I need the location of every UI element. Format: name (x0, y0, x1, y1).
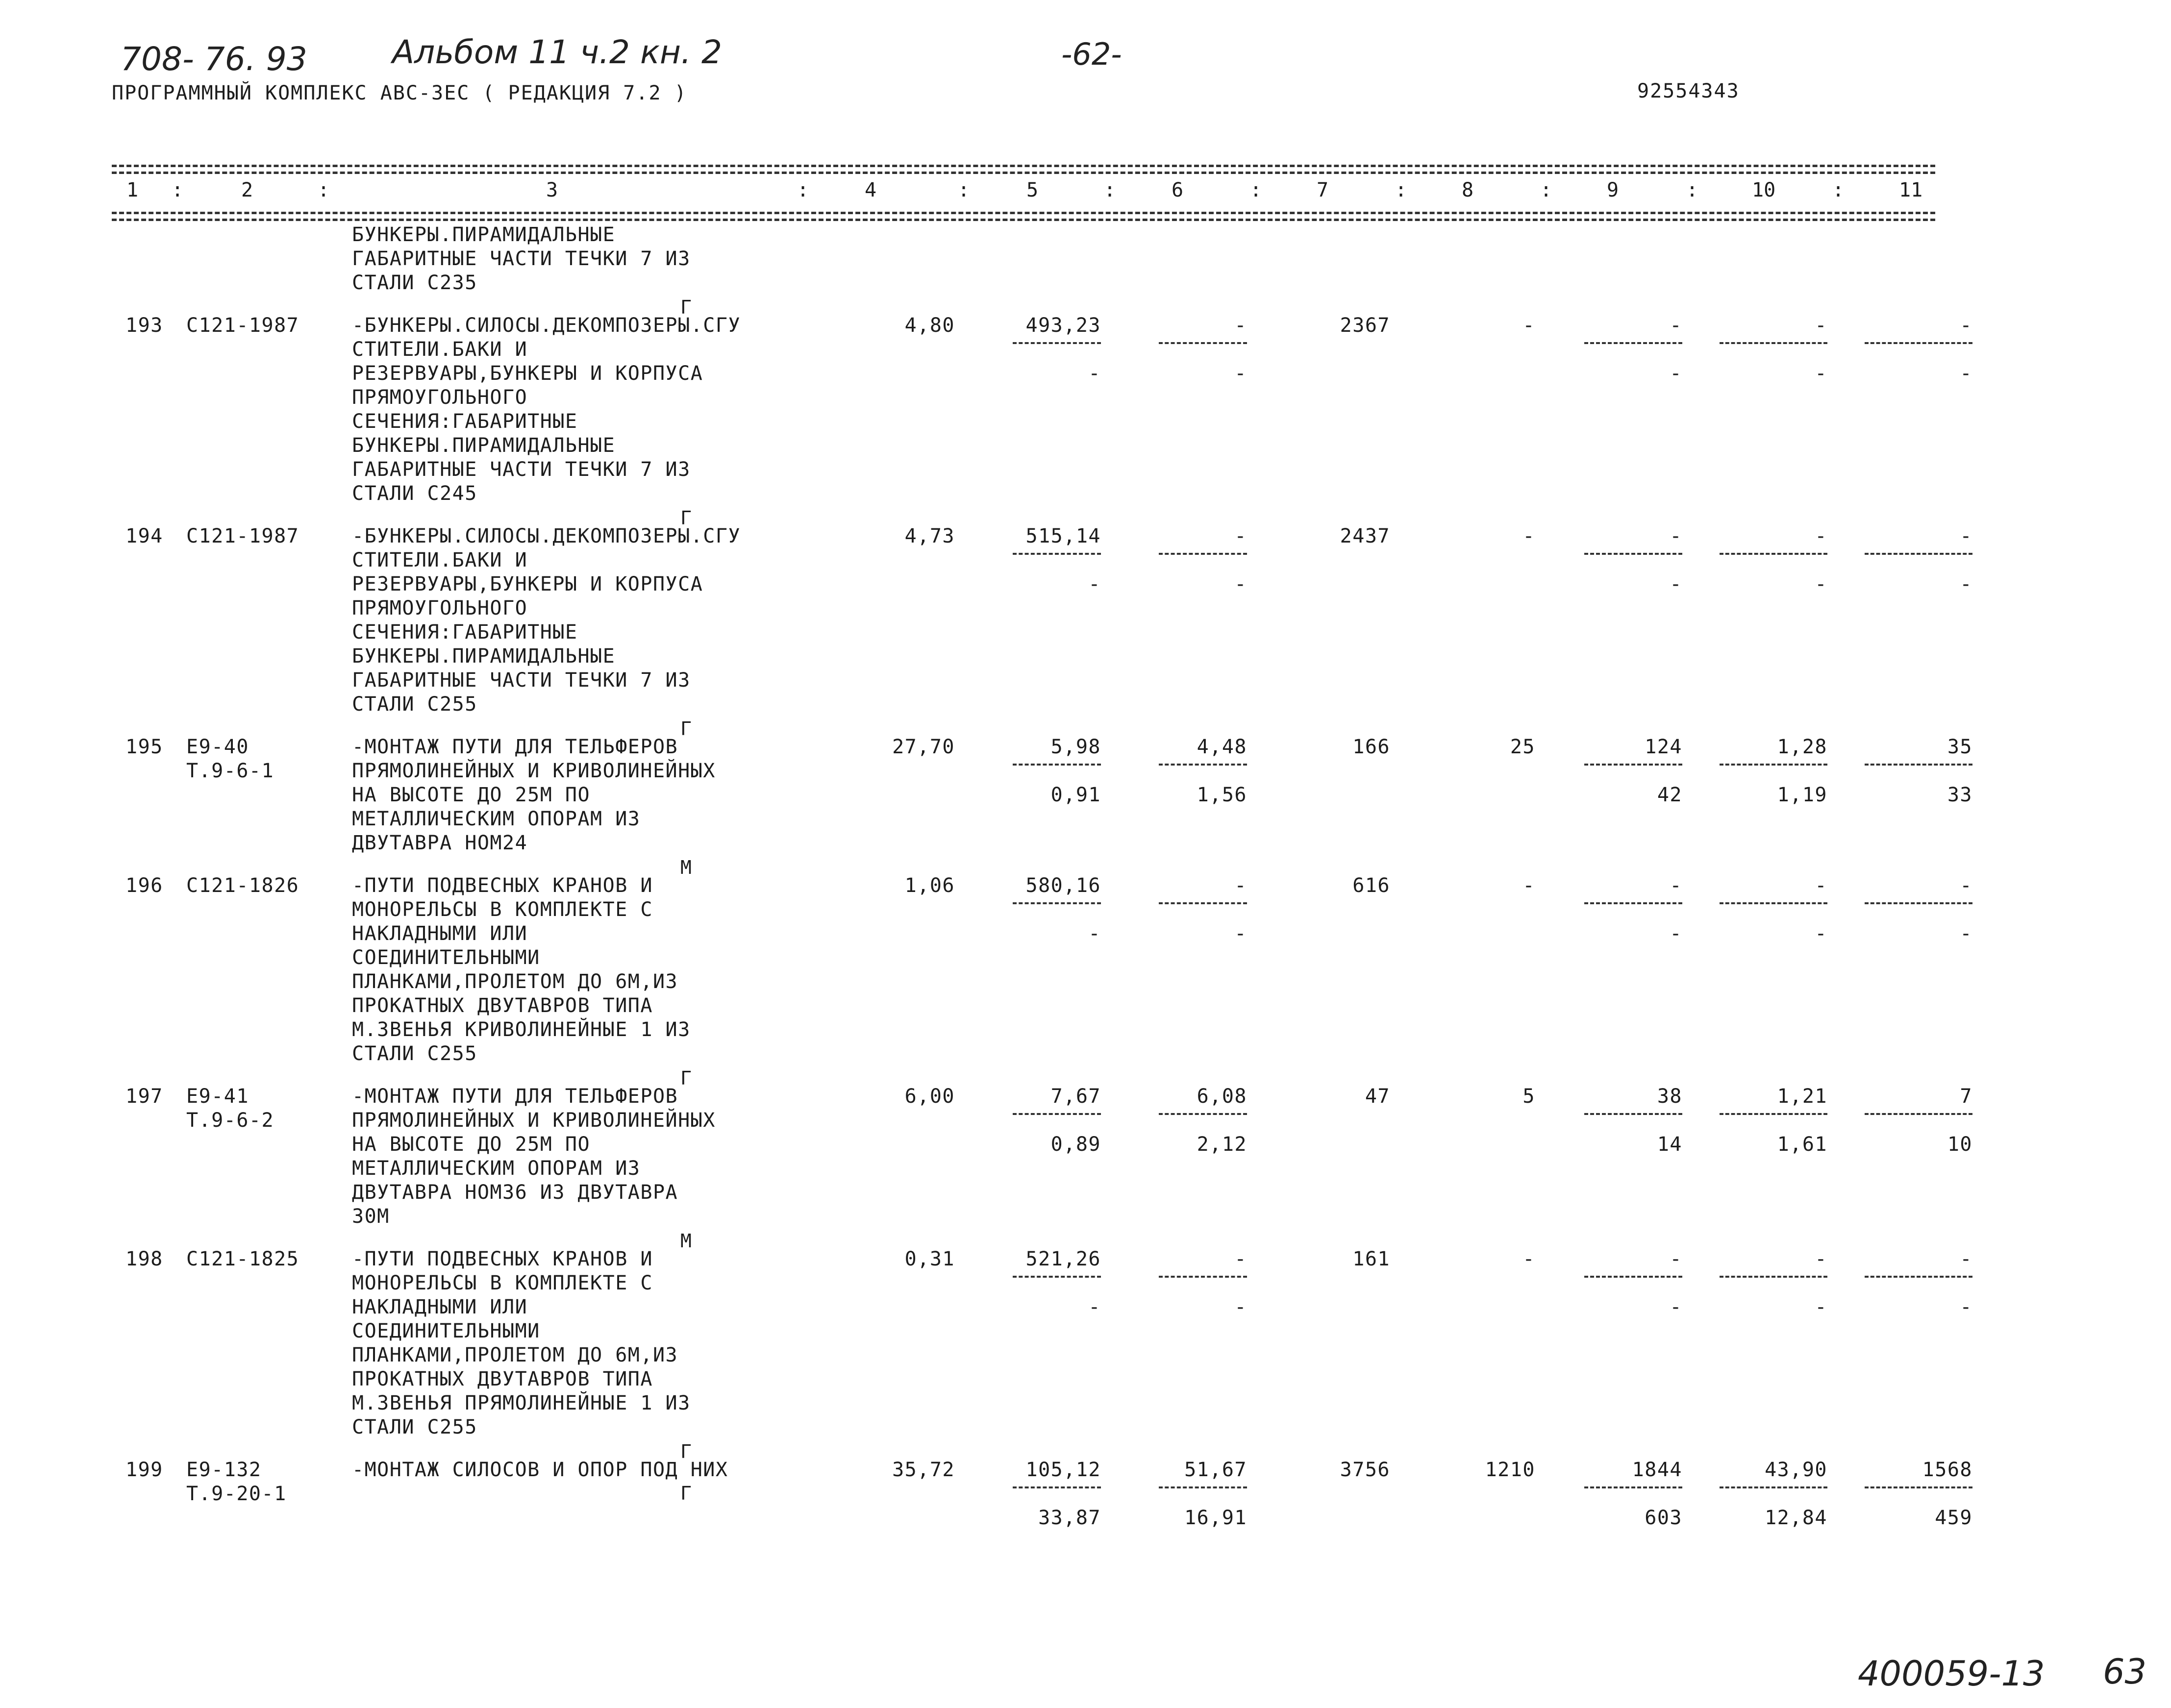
row-code: С121-1987 (186, 525, 299, 547)
row-marker: Г (680, 1441, 692, 1462)
fraction-line-col6 (1159, 902, 1247, 904)
cell-col10: - (1815, 314, 1827, 337)
column-header-7: 7 (1317, 179, 1329, 201)
column-header-2: 2 (241, 179, 253, 201)
table-top-rule-2 (112, 172, 1935, 174)
cell-col10-lower: 1,19 (1777, 784, 1827, 806)
page-marker: -62- (1061, 36, 1122, 72)
row-number: 193 (125, 314, 163, 337)
row-description-line: ГАБАРИТНЫЕ ЧАСТИ ТЕЧКИ 7 ИЗ (352, 669, 691, 692)
row-marker: Г (680, 297, 692, 318)
row-code: Е9-41 (186, 1085, 249, 1108)
fraction-line-col6 (1159, 1113, 1247, 1115)
row-marker: Г (680, 1483, 692, 1504)
cell-col5: 493,23 (1025, 314, 1101, 337)
fraction-line-col9 (1584, 342, 1682, 344)
fraction-line-col9 (1584, 553, 1682, 555)
column-header-5: 5 (1026, 179, 1039, 201)
cell-col9-lower: - (1670, 573, 1682, 595)
cell-col9: - (1670, 314, 1682, 337)
row-description-line: М.ЗВЕНЬЯ ПРЯМОЛИНЕЙНЫЕ 1 ИЗ (352, 1392, 691, 1414)
cell-col11-lower: 10 (1947, 1133, 1972, 1156)
row-description-line: ПЛАНКАМИ,ПРОЛЕТОМ ДО 6М,ИЗ (352, 1344, 678, 1366)
cell-col5: 7,67 (1050, 1085, 1101, 1108)
cell-col9: 124 (1645, 736, 1682, 758)
cell-col10-lower: - (1815, 922, 1827, 945)
cell-col5-lower: - (1088, 922, 1101, 945)
row-description-line: ПРОКАТНЫХ ДВУТАВРОВ ТИПА (352, 994, 653, 1017)
row-description-line: НАКЛАДНЫМИ ИЛИ (352, 1296, 528, 1318)
cell-col7: 166 (1352, 736, 1390, 758)
fraction-line-col6 (1159, 1486, 1247, 1488)
column-separator: : (1686, 179, 1698, 201)
row-code: Е9-40 (186, 736, 249, 758)
fraction-line-col5 (1013, 553, 1101, 555)
row-code: Е9-132 (186, 1459, 262, 1481)
row-code: С121-1825 (186, 1248, 299, 1270)
cell-col8: 5 (1522, 1085, 1535, 1108)
row-description-line: ПРОКАТНЫХ ДВУТАВРОВ ТИПА (352, 1368, 653, 1390)
cell-col5-lower: - (1088, 362, 1101, 385)
column-header-1: 1 (126, 179, 139, 201)
row-description-line: -ПУТИ ПОДВЕСНЫХ КРАНОВ И (352, 874, 653, 897)
row-description-line: БУНКЕРЫ.ПИРАМИДАЛЬНЫЕ (352, 645, 616, 668)
description-line: БУНКЕРЫ.ПИРАМИДАЛЬНЫЕ (352, 223, 616, 246)
row-description-line: -МОНТАЖ ПУТИ ДЛЯ ТЕЛЬФЕРОВ (352, 736, 678, 758)
column-separator: : (1250, 179, 1262, 201)
cell-col4: 4,80 (904, 314, 955, 337)
cell-col8: - (1522, 314, 1535, 337)
cell-col7: 2437 (1340, 525, 1390, 547)
column-header-11: 11 (1899, 179, 1923, 201)
row-marker: М (680, 1230, 692, 1252)
description-line: СТАЛИ С235 (352, 272, 477, 294)
fraction-line-col6 (1159, 1276, 1247, 1278)
cell-col7: 2367 (1340, 314, 1390, 337)
row-description-line: МЕТАЛЛИЧЕСКИМ ОПОРАМ ИЗ (352, 1157, 641, 1180)
column-header-6: 6 (1172, 179, 1184, 201)
fraction-line-col10 (1720, 1276, 1827, 1278)
cell-col4: 1,06 (904, 874, 955, 897)
cell-col9: 38 (1657, 1085, 1682, 1108)
row-marker: Г (680, 507, 692, 529)
cell-col10: - (1815, 1248, 1827, 1270)
row-number: 194 (125, 525, 163, 547)
row-number: 199 (125, 1459, 163, 1481)
fraction-line-col5 (1013, 1113, 1101, 1115)
row-description-line: -ПУТИ ПОДВЕСНЫХ КРАНОВ И (352, 1248, 653, 1270)
cell-col7: 47 (1365, 1085, 1390, 1108)
row-code: Т.9-6-2 (186, 1109, 274, 1132)
cell-col9-lower: - (1670, 922, 1682, 945)
row-number: 198 (125, 1248, 163, 1270)
cell-col7: 616 (1352, 874, 1390, 897)
fraction-line-col11 (1865, 764, 1972, 766)
cell-col6: 4,48 (1197, 736, 1247, 758)
cell-col6-lower: 2,12 (1197, 1133, 1247, 1156)
cell-col5: 105,12 (1025, 1459, 1101, 1481)
fraction-line-col10 (1720, 553, 1827, 555)
fraction-line-col5 (1013, 902, 1101, 904)
fraction-line-col5 (1013, 1486, 1101, 1488)
cell-col6-lower: 16,91 (1184, 1507, 1247, 1529)
cell-col7: 3756 (1340, 1459, 1390, 1481)
row-description-line: БУНКЕРЫ.ПИРАМИДАЛЬНЫЕ (352, 434, 616, 457)
fraction-line-col10 (1720, 764, 1827, 766)
row-description-line: СТАЛИ С245 (352, 482, 477, 505)
table-header-bottom-rule-2 (112, 219, 1935, 221)
column-header-8: 8 (1462, 179, 1474, 201)
fraction-line-col6 (1159, 764, 1247, 766)
column-separator: : (1540, 179, 1552, 201)
column-separator: : (1104, 179, 1116, 201)
cell-col11-lower: - (1960, 1296, 1972, 1318)
row-description-line: ПЛАНКАМИ,ПРОЛЕТОМ ДО 6М,ИЗ (352, 970, 678, 993)
row-description-line: -МОНТАЖ ПУТИ ДЛЯ ТЕЛЬФЕРОВ (352, 1085, 678, 1108)
row-description-line: ДВУТАВРА НОМ36 ИЗ ДВУТАВРА (352, 1181, 678, 1204)
fraction-line-col9 (1584, 1276, 1682, 1278)
cell-col11: - (1960, 525, 1972, 547)
cell-col9: - (1670, 874, 1682, 897)
cell-col5-lower: - (1088, 1296, 1101, 1318)
row-description-line: СТАЛИ С255 (352, 1416, 477, 1438)
fraction-line-col11 (1865, 1276, 1972, 1278)
row-marker: Г (680, 718, 692, 740)
column-separator: : (797, 179, 809, 201)
cell-col9: 1844 (1632, 1459, 1682, 1481)
row-description-line: СТИТЕЛИ.БАКИ И (352, 549, 528, 571)
cell-col8: 1210 (1485, 1459, 1535, 1481)
cell-col11-lower: 33 (1947, 784, 1972, 806)
cell-col5-lower: 0,89 (1050, 1133, 1101, 1156)
cell-col6: - (1234, 314, 1247, 337)
row-description-line: СТАЛИ С255 (352, 693, 477, 716)
cell-col5: 5,98 (1050, 736, 1101, 758)
cell-col11: - (1960, 314, 1972, 337)
row-code: Т.9-6-1 (186, 760, 274, 782)
cell-col10: 1,21 (1777, 1085, 1827, 1108)
column-header-3: 3 (546, 179, 558, 201)
column-separator: : (958, 179, 970, 201)
fraction-line-col5 (1013, 342, 1101, 344)
cell-col10: - (1815, 525, 1827, 547)
fraction-line-col10 (1720, 1113, 1827, 1115)
description-line: ГАБАРИТНЫЕ ЧАСТИ ТЕЧКИ 7 ИЗ (352, 248, 691, 270)
row-description-line: ПРЯМОЛИНЕЙНЫХ И КРИВОЛИНЕЙНЫХ (352, 1109, 716, 1132)
row-code: С121-1987 (186, 314, 299, 337)
column-header-4: 4 (865, 179, 877, 201)
cell-col11-lower: - (1960, 362, 1972, 385)
cell-col4: 35,72 (892, 1459, 955, 1481)
row-description-line: МЕТАЛЛИЧЕСКИМ ОПОРАМ ИЗ (352, 808, 641, 830)
row-description-line: ГАБАРИТНЫЕ ЧАСТИ ТЕЧКИ 7 ИЗ (352, 458, 691, 481)
fraction-line-col11 (1865, 902, 1972, 904)
cell-col6: - (1234, 1248, 1247, 1270)
row-marker: Г (680, 1067, 692, 1089)
cell-col6-lower: - (1234, 922, 1247, 945)
fraction-line-col5 (1013, 1276, 1101, 1278)
cell-col5: 521,26 (1025, 1248, 1101, 1270)
cell-col10-lower: - (1815, 573, 1827, 595)
row-description-line: СЕЧЕНИЯ:ГАБАРИТНЫЕ (352, 410, 578, 433)
row-description-line: 30М (352, 1205, 390, 1228)
row-description-line: НА ВЫСОТЕ ДО 25М ПО (352, 784, 591, 806)
fraction-line-col11 (1865, 1486, 1972, 1488)
cell-col4: 4,73 (904, 525, 955, 547)
row-description-line: -БУНКЕРЫ.СИЛОСЫ.ДЕКОМПОЗЕРЫ.СГУ (352, 314, 741, 337)
row-description-line: ДВУТАВРА НОМ24 (352, 832, 528, 854)
row-description-line: -МОНТАЖ СИЛОСОВ И ОПОР ПОД НИХ (352, 1459, 728, 1481)
row-description-line: СОЕДИНИТЕЛЬНЫМИ (352, 946, 540, 969)
row-code: Т.9-20-1 (186, 1483, 287, 1505)
fraction-line-col11 (1865, 553, 1972, 555)
footer-stamp: 400059-13 (1858, 1654, 2045, 1694)
document-number: 92554343 (1637, 80, 1740, 102)
cell-col10: 1,28 (1777, 736, 1827, 758)
cell-col9-lower: - (1670, 362, 1682, 385)
cell-col5-lower: 0,91 (1050, 784, 1101, 806)
fraction-line-col9 (1584, 1113, 1682, 1115)
cell-col6-lower: - (1234, 362, 1247, 385)
cell-col4: 0,31 (904, 1248, 955, 1270)
cell-col9-lower: 603 (1645, 1507, 1682, 1529)
cell-col9-lower: 42 (1657, 784, 1682, 806)
cell-col5-lower: - (1088, 573, 1101, 595)
row-description-line: ПРЯМОУГОЛЬНОГО (352, 597, 528, 619)
fraction-line-col10 (1720, 1486, 1827, 1488)
doc-code: 708- 76. 93 (121, 40, 307, 78)
cell-col8: - (1522, 525, 1535, 547)
cell-col11: 35 (1947, 736, 1972, 758)
cell-col6-lower: - (1234, 1296, 1247, 1318)
cell-col6-lower: - (1234, 573, 1247, 595)
fraction-line-col6 (1159, 342, 1247, 344)
row-description-line: СЕЧЕНИЯ:ГАБАРИТНЫЕ (352, 621, 578, 644)
cell-col9: - (1670, 525, 1682, 547)
fraction-line-col6 (1159, 553, 1247, 555)
row-description-line: СТИТЕЛИ.БАКИ И (352, 338, 528, 361)
row-number: 195 (125, 736, 163, 758)
cell-col11: 1568 (1922, 1459, 1972, 1481)
column-header-10: 10 (1752, 179, 1776, 201)
cell-col10-lower: 12,84 (1765, 1507, 1827, 1529)
cell-col9-lower: - (1670, 1296, 1682, 1318)
column-separator: : (1395, 179, 1407, 201)
column-separator: : (172, 179, 184, 201)
cell-col4: 27,70 (892, 736, 955, 758)
row-description-line: ПРЯМОЛИНЕЙНЫХ И КРИВОЛИНЕЙНЫХ (352, 760, 716, 782)
row-description-line: МОНОРЕЛЬСЫ В КОМПЛЕКТЕ С (352, 1272, 653, 1294)
cell-col10: - (1815, 874, 1827, 897)
column-header-9: 9 (1607, 179, 1619, 201)
cell-col11-lower: - (1960, 573, 1972, 595)
cell-col11-lower: - (1960, 922, 1972, 945)
cell-col5-lower: 33,87 (1038, 1507, 1101, 1529)
row-code: С121-1826 (186, 874, 299, 897)
table-header-bottom-rule (112, 212, 1935, 214)
cell-col9: - (1670, 1248, 1682, 1270)
cell-col10-lower: - (1815, 362, 1827, 385)
row-description-line: М.ЗВЕНЬЯ КРИВОЛИНЕЙНЫЕ 1 ИЗ (352, 1018, 691, 1041)
album-label: Альбом 11 ч.2 кн. 2 (392, 33, 722, 71)
row-description-line: -БУНКЕРЫ.СИЛОСЫ.ДЕКОМПОЗЕРЫ.СГУ (352, 525, 741, 547)
cell-col6-lower: 1,56 (1197, 784, 1247, 806)
fraction-line-col9 (1584, 902, 1682, 904)
cell-col11-lower: 459 (1935, 1507, 1972, 1529)
row-description-line: РЕЗЕРВУАРЫ,БУНКЕРЫ И КОРПУСА (352, 362, 703, 385)
row-description-line: ПРЯМОУГОЛЬНОГО (352, 386, 528, 409)
row-number: 196 (125, 874, 163, 897)
cell-col6: 6,08 (1197, 1085, 1247, 1108)
cell-col8: 25 (1510, 736, 1535, 758)
cell-col7: 161 (1352, 1248, 1390, 1270)
cell-col6: - (1234, 525, 1247, 547)
cell-col10-lower: 1,61 (1777, 1133, 1827, 1156)
page-number: 63 (2103, 1652, 2147, 1692)
cell-col5: 515,14 (1025, 525, 1101, 547)
cell-col4: 6,00 (904, 1085, 955, 1108)
cell-col8: - (1522, 874, 1535, 897)
fraction-line-col5 (1013, 764, 1101, 766)
fraction-line-col10 (1720, 342, 1827, 344)
program-line: ПРОГРАММНЫЙ КОМПЛЕКС АВС-ЗЕС ( РЕДАКЦИЯ 7.2 ) (112, 82, 687, 104)
row-description-line: НАКЛАДНЫМИ ИЛИ (352, 922, 528, 945)
column-separator: : (1832, 179, 1845, 201)
row-description-line: СОЕДИНИТЕЛЬНЫМИ (352, 1320, 540, 1342)
row-number: 197 (125, 1085, 163, 1108)
cell-col8: - (1522, 1248, 1535, 1270)
row-description-line: СТАЛИ С255 (352, 1042, 477, 1065)
cell-col11: - (1960, 1248, 1972, 1270)
column-separator: : (318, 179, 330, 201)
cell-col9-lower: 14 (1657, 1133, 1682, 1156)
cell-col6: 51,67 (1184, 1459, 1247, 1481)
fraction-line-col11 (1865, 1113, 1972, 1115)
row-description-line: МОНОРЕЛЬСЫ В КОМПЛЕКТЕ С (352, 898, 653, 921)
fraction-line-col9 (1584, 764, 1682, 766)
fraction-line-col11 (1865, 342, 1972, 344)
fraction-line-col10 (1720, 902, 1827, 904)
row-description-line: РЕЗЕРВУАРЫ,БУНКЕРЫ И КОРПУСА (352, 573, 703, 595)
cell-col6: - (1234, 874, 1247, 897)
row-description-line: НА ВЫСОТЕ ДО 25М ПО (352, 1133, 591, 1156)
cell-col10-lower: - (1815, 1296, 1827, 1318)
table-top-rule (112, 165, 1935, 167)
row-marker: М (680, 857, 692, 878)
cell-col10: 43,90 (1765, 1459, 1827, 1481)
cell-col11: 7 (1960, 1085, 1972, 1108)
fraction-line-col9 (1584, 1486, 1682, 1488)
cell-col11: - (1960, 874, 1972, 897)
cell-col5: 580,16 (1025, 874, 1101, 897)
